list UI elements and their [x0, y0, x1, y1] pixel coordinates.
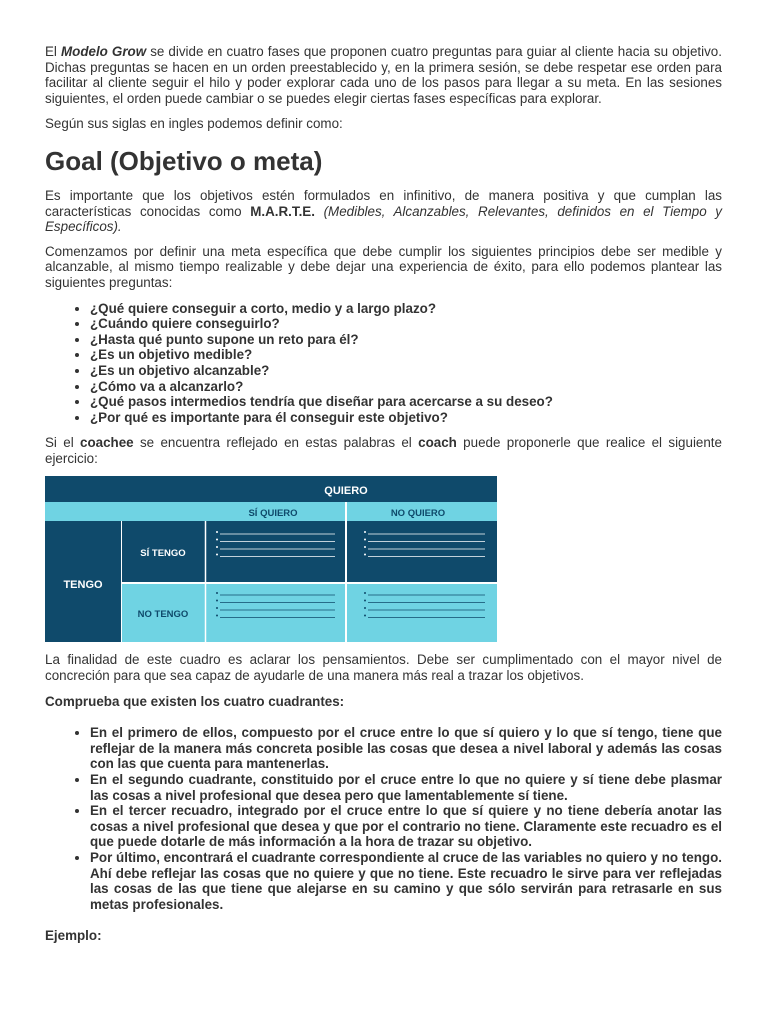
grid-bullet-dot [364, 531, 366, 533]
acronym-intro: Según sus siglas en ingles podemos definir como: [45, 116, 343, 132]
grid-bullet-dot [364, 592, 366, 594]
list-item: • En el primero de ellos, compuesto por el cruce entre lo que sí quiero y lo que sí tengo, tiene que reflejar de la manera más concreta posible las cosas que desea a nivel laboral y además las cosas con las que cuenta para mantenerlas. [90, 725, 722, 772]
quadrants-heading: Comprueba que existen los cuatro cuadrantes: [45, 693, 345, 709]
grid-bullet-dot [216, 554, 218, 556]
grid-header-quiero [45, 476, 497, 502]
grid-label-si-tengo: SÍ TENGO [140, 548, 186, 560]
grid-bullet-dot [216, 600, 218, 602]
intro-paragraph [45, 44, 722, 106]
grid-bullet-dot [216, 607, 218, 609]
grid-bullet-dot [216, 531, 218, 533]
goal-paragraph-1 [45, 188, 722, 235]
grid-label-tengo: TENGO [63, 579, 103, 592]
list-item: • ¿Es un objetivo medible? [90, 347, 722, 363]
marte-definition: (Medibles, Alcanzables, Relevantes, definidos en el Tiempo y Específicos). [45, 203, 722, 235]
list-item: • ¿Qué quiere conseguir a corto, medio y a largo plazo? [90, 301, 722, 317]
exercise-text: Si el [45, 435, 81, 451]
grid-bullet-dot [216, 592, 218, 594]
exercise-text: puede proponerle que realice el siguiente ejercicio: [45, 435, 722, 466]
list-item: • ¿Qué pasos intermedios tendría que diseñar para acercarse a su deseo? [90, 394, 722, 410]
list-item: • ¿Cómo va a alcanzarlo? [90, 379, 722, 395]
exercise-text: se encuentra reflejado en estas palabras el [133, 435, 419, 451]
grid-label-no-tengo: NO TENGO [137, 609, 189, 621]
list-item: • En el tercer recuadro, integrado por el cruce entre lo que sí quiere y no tiene debería anotar las cosas a nivel profesional que desea y que por el contrario no tiene. Claramente este recuadro es el que puede dotarle de más información a la hora de trazar su objetivo. [90, 803, 722, 850]
grid-bullet-dot [364, 554, 366, 556]
modelo-grow-term: Modelo Grow [60, 44, 147, 59]
intro-text-rest: se divide en cuatro fases que proponen cuatro preguntas para guiar al cliente hacia su objetivo. Dichas preguntas se hacen en un orden preestablecido y, en la primera sesión, se debe respetar ese orden para facilitar al cliente seguir el hilo y poder explorar cada uno de los pasos para llegar a su meta. En las sesiones siguientes, el orden puede cambiar o se puedes elegir ciertas fases específicas para explorar. [45, 44, 722, 106]
grid-explanation: La finalidad de este cuadro es aclarar los pensamientos. Debe ser cumplimentado con el mayor nivel de concreción para que sea capaz de ayudarle de una manera más real a trazar los objetivos. [45, 652, 722, 684]
marte-acronym: M.A.R.T.E. [250, 203, 315, 219]
coachee-term: coachee [80, 435, 134, 451]
grid-label-si-quiero: SÍ QUIERO [248, 508, 298, 520]
grid-bullet-dot [364, 539, 366, 541]
grid-label-quiero: QUIERO [324, 485, 368, 498]
goal-text: Es importante que los objetivos estén formulados en infinitivo, de manera positiva y que cumplan las características conocidas como [45, 187, 722, 219]
grid-label-no-quiero: NO QUIERO [390, 508, 446, 520]
grid-bullet-dot [364, 607, 366, 609]
grid-image [45, 476, 497, 642]
grid-bullet-dot [364, 546, 366, 548]
questions-list [45, 301, 722, 426]
quiero-tengo-grid [45, 476, 497, 642]
grid-bullet-dot [364, 615, 366, 617]
intro-text: El [45, 44, 61, 59]
grid-bullet-dot [216, 615, 218, 617]
example-label: Ejemplo: [45, 928, 102, 944]
section-heading-goal: Goal (Objetivo o meta) [45, 145, 323, 176]
quadrant-1 [206, 521, 345, 582]
list-item: • ¿Por qué es importante para él conseguir este objetivo? [90, 410, 722, 426]
exercise-paragraph [45, 435, 722, 466]
grid-bullet-dot [216, 539, 218, 541]
list-item: • ¿Es un objetivo alcanzable? [90, 363, 722, 379]
grid-bullet-dot [216, 546, 218, 548]
list-item: • ¿Hasta qué punto supone un reto para él? [90, 332, 722, 348]
quadrant-2 [347, 521, 497, 582]
grid-bullet-dot [364, 600, 366, 602]
quadrants-list [45, 725, 722, 912]
document-body [45, 44, 722, 944]
list-item: • ¿Cuándo quiere conseguirlo? [90, 316, 722, 332]
goal-paragraph-2: Comenzamos por definir una meta específica que debe cumplir los siguientes principios debe ser medible y alcanzable, al mismo tiempo realizable y debe dejar una experiencia de éxito, para ello podemos plantear las siguientes preguntas: [45, 243, 722, 290]
quadrant-3 [206, 584, 345, 642]
coach-term: coach [418, 435, 457, 451]
list-item: • Por último, encontrará el cuadrante correspondiente al cruce de las variables no quiero y no tengo. Ahí debe reflejar las cosas que no quiere y que no tiene. Este recuadro le sirve para ver reflejadas las cosas de las que tiene que alejarse en su camino y que sólo servirán para retrasarle en sus metas profesionales. [90, 850, 722, 912]
list-item: • En el segundo cuadrante, constituido por el cruce entre lo que no quiere y sí tiene debe plasmar las cosas a nivel profesional que desea pero que lamentablemente sí tiene. [90, 772, 722, 803]
quadrant-4 [347, 584, 497, 642]
